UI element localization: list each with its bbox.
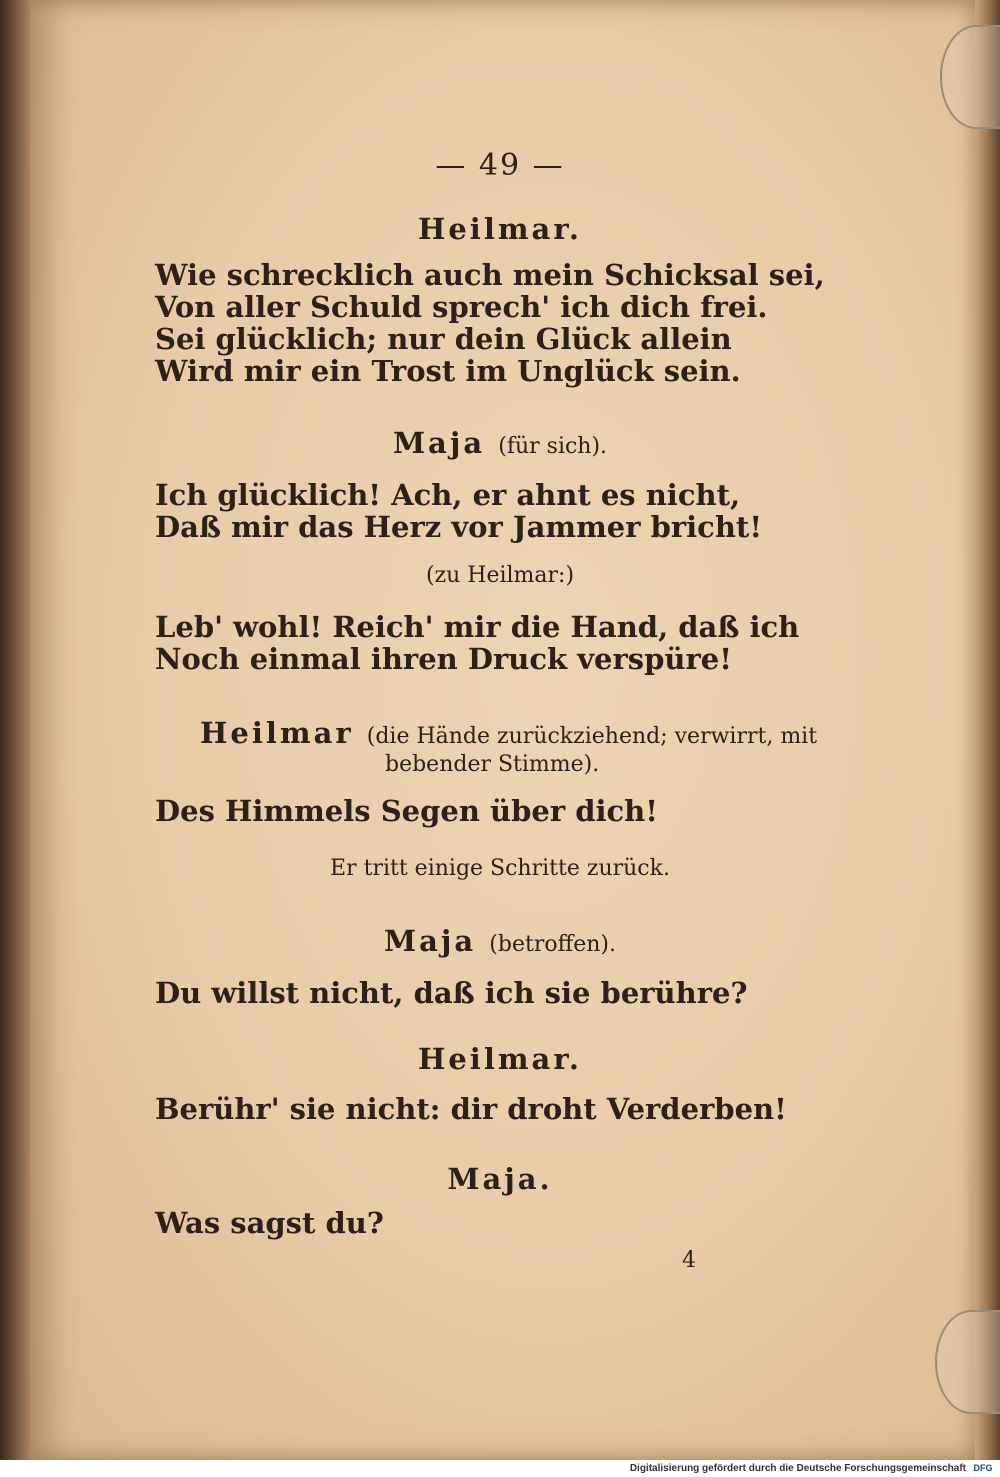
verse-line: Ich glücklich! Ach, er ahnt es nicht, — [155, 478, 741, 512]
stage-direction: (betroffen). — [489, 932, 616, 957]
speaker-name: Maja — [392, 426, 486, 460]
footer-credit: Digitalisierung gefördert durch die Deutsche Forschungsgemeinschaft — [629, 1463, 966, 1474]
clip-tab-bottom — [935, 1310, 1000, 1414]
stage-direction: Er tritt einige Schritte zurück. — [330, 856, 670, 881]
verse-line: Sei glücklich; nur dein Glück allein — [155, 322, 732, 356]
verse-line: Du willst nicht, daß ich sie berühre? — [155, 976, 748, 1010]
stage-direction: (für sich). — [498, 434, 608, 459]
speaker-heilmar-1: Heilmar. — [417, 212, 583, 246]
verse-line: Daß mir das Herz vor Jammer bricht! — [155, 510, 763, 544]
verse-line: Wie schrecklich auch mein Schicksal sei, — [155, 258, 825, 292]
speaker-name: Maja — [384, 924, 477, 958]
speaker-maja-2 — [0, 924, 1000, 958]
speaker-maja-1 — [0, 426, 1000, 460]
dfg-logo: DFG — [973, 1463, 993, 1473]
speaker-heilmar-3: Heilmar. — [417, 1042, 583, 1076]
verse-line: Wird mir ein Trost im Unglück sein. — [155, 354, 741, 388]
stage-direction: (die Hände zurückziehend; verwirrt, mit — [366, 724, 818, 749]
stage-direction-continued: bebender Stimme). — [385, 752, 600, 777]
page-number: — 49 — — [435, 148, 565, 183]
verse-line: Noch einmal ihren Druck verspüre! — [155, 642, 732, 676]
verse-line: Von aller Schuld sprech' ich dich frei. — [155, 290, 768, 324]
verse-line: Leb' wohl! Reich' mir die Hand, daß ich — [155, 610, 800, 644]
speaker-name: Heilmar — [200, 716, 354, 750]
verse-line: Berühr' sie nicht: dir droht Verderben! — [155, 1092, 787, 1126]
speaker-heilmar-2 — [200, 716, 817, 750]
stage-direction: (zu Heilmar:) — [425, 563, 575, 588]
speaker-maja-3: Maja. — [447, 1162, 553, 1196]
verse-line: Des Himmels Segen über dich! — [155, 794, 658, 828]
verse-line: Was sagst du? — [155, 1206, 384, 1240]
signature-mark: 4 — [682, 1248, 696, 1273]
